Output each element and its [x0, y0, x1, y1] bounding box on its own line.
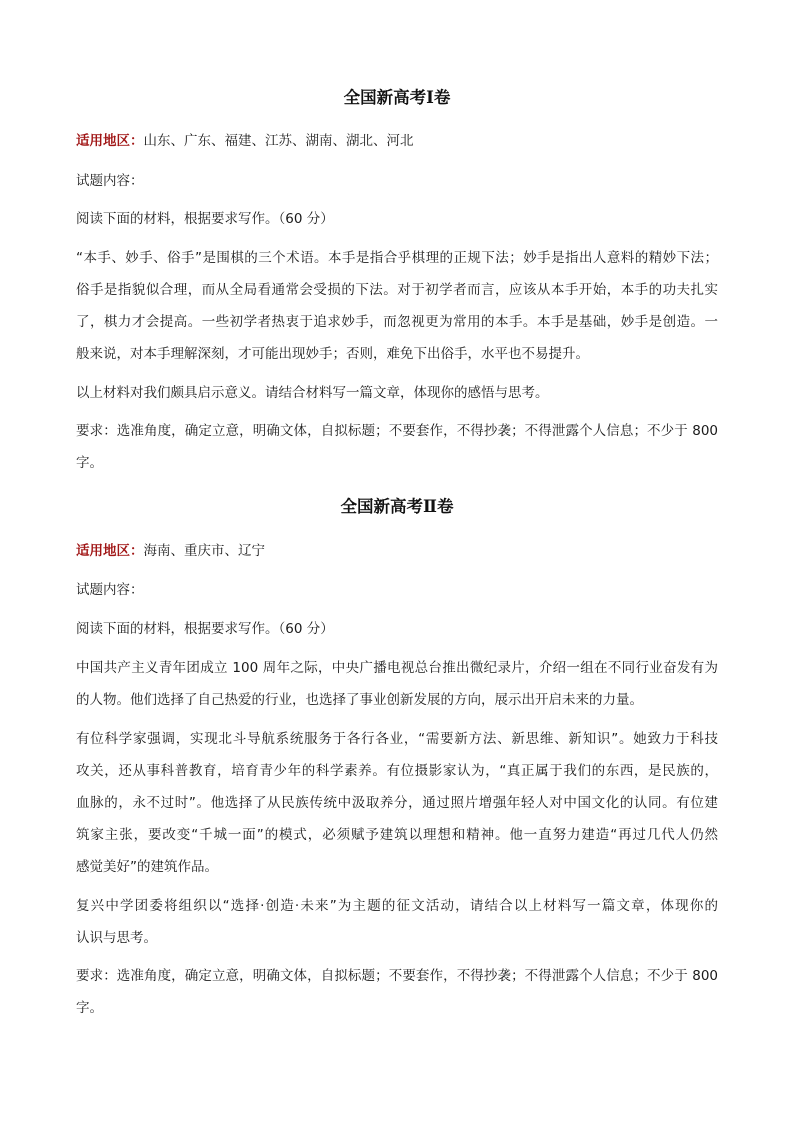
section1-region-value: 山东、广东、福建、江苏、湖南、湖北、河北 [143, 133, 414, 149]
section2-region-line [76, 541, 265, 561]
section1-material-line: 了，棋力才会提高。一些初学者热衷于追求妙手，而忽视更为常用的本手。本手是基础，妙手是创造。一 [76, 314, 718, 330]
section1-requirement-line: 要求：选准角度，确定立意，明确文体，自拟标题；不要套作，不得抄袭；不得泄露个人信息；不少于 800 [76, 423, 718, 439]
section2-para1-line: 中国共产主义青年团成立 100 周年之际，中央广播电视总台推出微纪录片，介绍一组在不同行业奋发有为 [76, 660, 718, 676]
section1-instruction: 阅读下面的材料，根据要求写作。（60 分） [76, 211, 334, 227]
section2-title: 全国新高考Ⅱ卷 [340, 497, 454, 516]
section2-instruction: 阅读下面的材料，根据要求写作。（60 分） [76, 621, 334, 637]
section2-para2-line: 筑家主张，要改变“千城一面”的模式，必须赋予建筑以理想和精神。他一直努力建造“再过几代人仍然 [76, 827, 718, 843]
section2-para2-line: 血脉的，永不过时”。他选择了从民族传统中汲取养分，通过照片增强年轻人对中国文化的认同。有位建 [76, 795, 718, 811]
section1-content-label: 试题内容： [76, 173, 144, 189]
section1-material-line: “本手、妙手、俗手”是围棋的三个术语。本手是指合乎棋理的正规下法；妙手是指出人意料的精妙下法； [76, 250, 718, 266]
section2-region-label: 适用地区： [76, 543, 144, 559]
section2-content-label: 试题内容： [76, 582, 144, 598]
section1-prompt: 以上材料对我们颇具启示意义。请结合材料写一篇文章，体现你的感悟与思考。 [76, 385, 549, 401]
section1-material-line: 俗手是指貌似合理，而从全局看通常会受损的下法。对于初学者而言，应该从本手开始，本手的功夫扎实 [76, 282, 718, 298]
section2-requirement-line: 要求：选准角度，确定立意，明确文体，自拟标题；不要套作，不得抄袭；不得泄露个人信息；不少于 800 [76, 968, 718, 984]
section1-region-label: 适用地区： [76, 133, 144, 149]
section2-para2-line: 有位科学家强调，实现北斗导航系统服务于各行各业，“需要新方法、新思维、新知识”。她致力于科技 [76, 731, 718, 747]
section1-requirement-line: 字。 [76, 455, 103, 471]
section2-para2-line: 攻关，还从事科普教育，培育青少年的科学素养。有位摄影家认为，“真正属于我们的东西，是民族的， [76, 763, 718, 779]
section2-requirement-line: 字。 [76, 1000, 103, 1016]
section1-material-line: 般来说，对本手理解深刻，才可能出现妙手；否则，难免下出俗手，水平也不易提升。 [76, 346, 589, 362]
section2-para3-line: 认识与思考。 [76, 930, 157, 946]
section1-region-line [76, 131, 414, 151]
section1-title: 全国新高考Ⅰ卷 [343, 88, 451, 107]
section2-para1-line: 的人物。他们选择了自己热爱的行业，也选择了事业创新发展的方向，展示出开启未来的力量。 [76, 692, 643, 708]
section2-region-value: 海南、重庆市、辽宁 [143, 543, 265, 559]
section2-para3-line: 复兴中学团委将组织以“选择·创造·未来”为主题的征文活动，请结合以上材料写一篇文章，体现你的 [76, 898, 718, 914]
section2-para2-line: 感觉美好”的建筑作品。 [76, 859, 218, 875]
